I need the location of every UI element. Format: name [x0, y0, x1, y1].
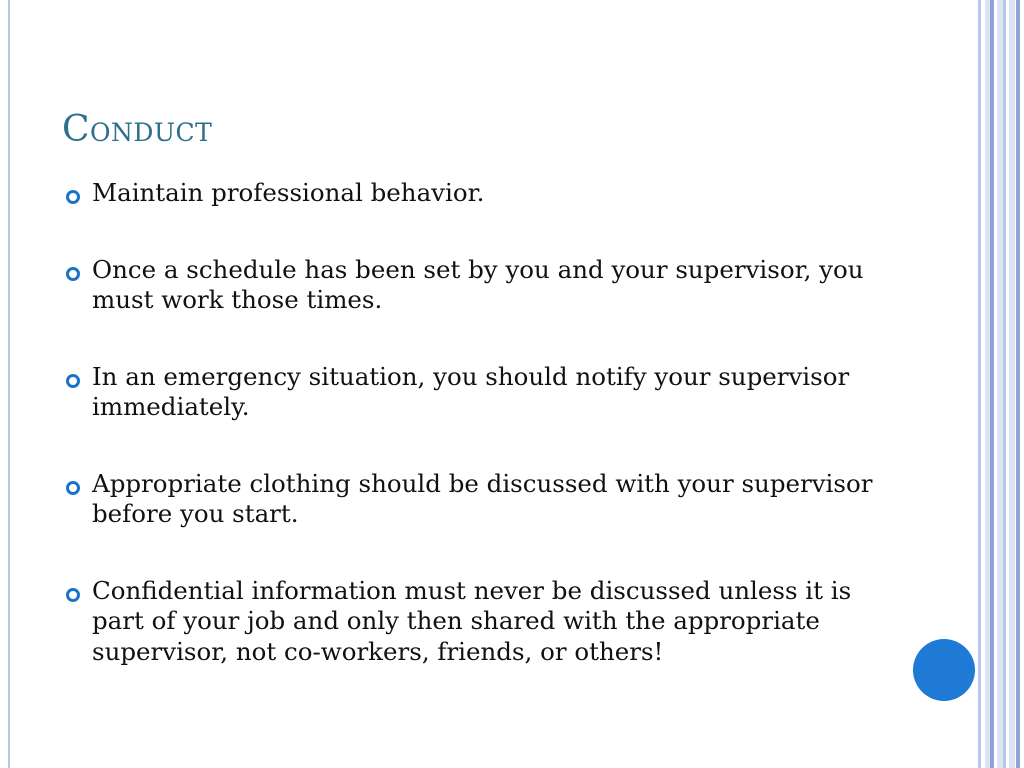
bullet-item [64, 576, 884, 668]
bullet-item [64, 255, 884, 316]
ring-bullet-icon [66, 588, 80, 602]
right-decorative-stripes [978, 0, 1024, 768]
bullet-item [64, 469, 884, 530]
bullet-item [64, 362, 884, 423]
ring-bullet-icon [66, 481, 80, 495]
slide-title: Conduct [62, 109, 213, 150]
bullet-text: Once a schedule has been set by you and your supervisor, you must work those times. [92, 254, 864, 314]
ring-bullet-icon [66, 267, 80, 281]
bullet-text: Confidential information must never be discussed unless it is part of your job and only then shared with the appropriate supervisor, not co-workers, friends, or others! [92, 575, 852, 666]
bullet-item [64, 178, 884, 209]
stripe [1009, 0, 1015, 768]
bullet-list [64, 178, 884, 713]
stripe [990, 0, 994, 768]
bullet-text: Appropriate clothing should be discussed with your supervisor before you start. [92, 468, 873, 528]
bullet-text: Maintain professional behavior. [92, 178, 485, 207]
stripe [978, 0, 981, 768]
ring-bullet-icon [66, 374, 80, 388]
stripe [1016, 0, 1020, 768]
stripe [1003, 0, 1006, 768]
ring-bullet-icon [66, 190, 80, 204]
bullet-text: In an emergency situation, you should notify your supervisor immediately. [92, 361, 850, 421]
decorative-circle [913, 639, 975, 701]
left-border-rule [8, 0, 10, 768]
